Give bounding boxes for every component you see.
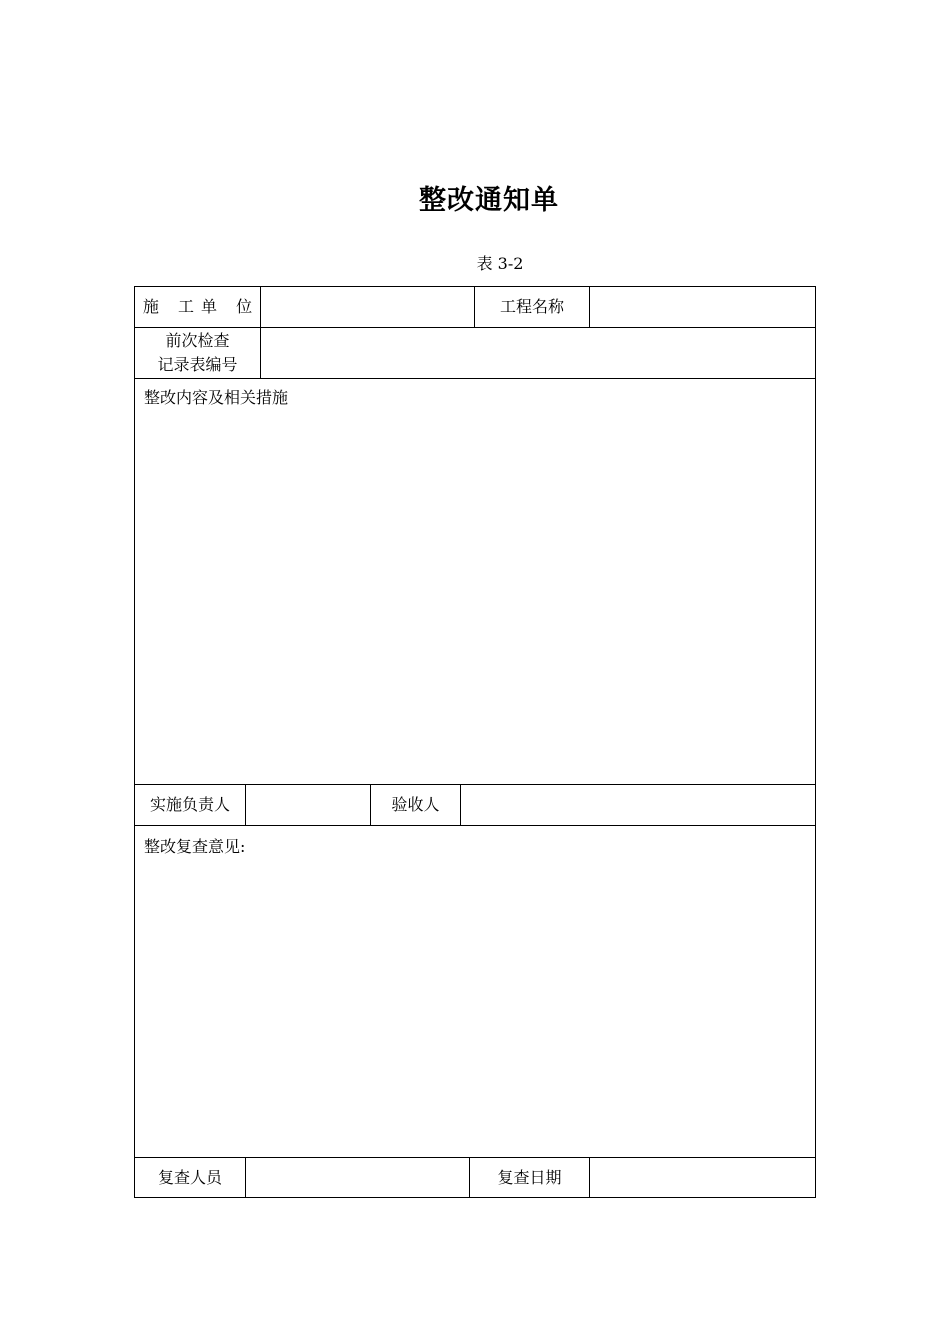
review-date-label: 复查日期 xyxy=(497,1167,562,1187)
review-opinion-label: 整改复查意见: xyxy=(144,837,246,856)
previous-record-label-line2: 记录表编号 xyxy=(157,355,238,374)
construction-unit-label: 施 工单 位 xyxy=(142,297,260,316)
implementer-field[interactable] xyxy=(246,785,370,825)
row-divider xyxy=(135,825,815,826)
document-title: 整改通知单 xyxy=(419,185,559,216)
rectification-content-area[interactable] xyxy=(135,413,815,783)
reviewer-label: 复查人员 xyxy=(157,1167,222,1187)
project-name-field[interactable] xyxy=(590,287,815,327)
row-divider xyxy=(135,378,815,379)
construction-unit-field[interactable] xyxy=(261,287,474,327)
reviewer-field[interactable] xyxy=(246,1158,469,1197)
previous-record-number-field[interactable] xyxy=(261,328,815,378)
review-opinion-area[interactable] xyxy=(135,862,815,1156)
acceptor-field[interactable] xyxy=(461,785,815,825)
review-date-field[interactable] xyxy=(590,1158,815,1197)
implementer-label: 实施负责人 xyxy=(149,795,230,814)
previous-record-label-cell xyxy=(135,328,260,378)
project-name-label: 工程名称 xyxy=(499,297,564,316)
form-number: 表 3-2 xyxy=(476,254,524,273)
construction-unit-label-cell xyxy=(135,287,260,327)
acceptor-label: 验收人 xyxy=(391,795,440,814)
rectification-content-label: 整改内容及相关措施 xyxy=(144,388,289,407)
rectification-notice-form xyxy=(134,286,816,1198)
previous-record-label-line1: 前次检查 xyxy=(165,331,230,350)
